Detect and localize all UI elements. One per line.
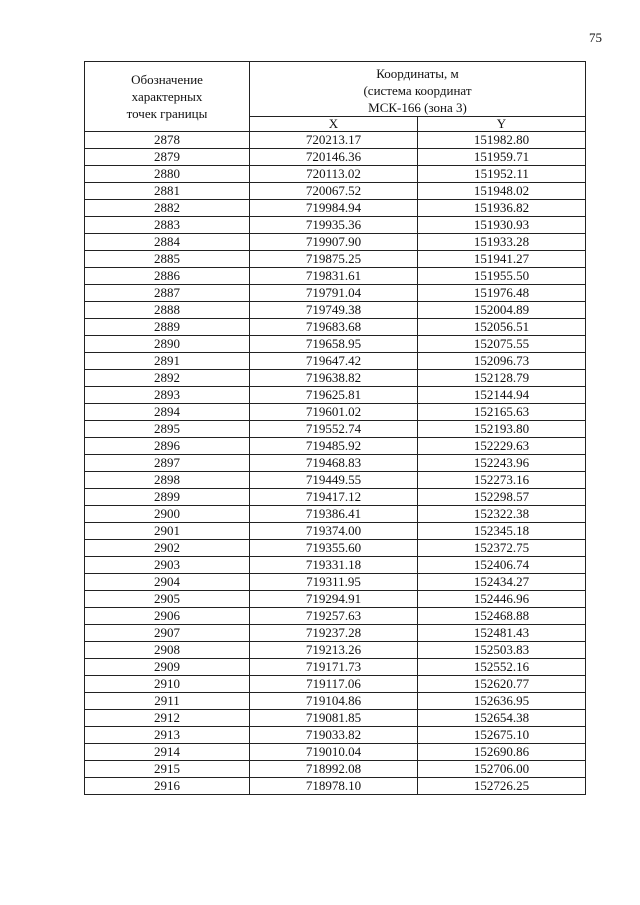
table-row: [85, 370, 586, 387]
page-number: 75: [589, 30, 602, 45]
table-row: [85, 404, 586, 421]
y-coordinate-cell: 152406.74: [418, 557, 586, 574]
table-row: [85, 149, 586, 166]
y-coordinate-cell: 152706.00: [418, 761, 586, 778]
point-id-cell: 2903: [85, 557, 250, 574]
y-coordinate-cell: 152345.18: [418, 523, 586, 540]
point-id-cell: 2916: [85, 778, 250, 795]
point-id-cell: 2914: [85, 744, 250, 761]
y-coordinate-cell: 152468.88: [418, 608, 586, 625]
x-coordinate-cell: 719875.25: [250, 251, 418, 268]
point-id-cell: 2906: [85, 608, 250, 625]
coords-header-line: Координаты, м: [376, 66, 459, 81]
x-column-header: X: [250, 117, 418, 132]
y-coordinate-cell: 152690.86: [418, 744, 586, 761]
point-id-cell: 2907: [85, 625, 250, 642]
point-id-cell: 2894: [85, 404, 250, 421]
point-id-cell: 2882: [85, 200, 250, 217]
table-row: [85, 319, 586, 336]
x-coordinate-cell: 719171.73: [250, 659, 418, 676]
table-row: [85, 540, 586, 557]
x-coordinate-cell: 718992.08: [250, 761, 418, 778]
x-coordinate-cell: 719601.02: [250, 404, 418, 421]
point-header-line: Обозначение: [131, 72, 203, 87]
table-row: [85, 625, 586, 642]
point-id-cell: 2885: [85, 251, 250, 268]
point-id-cell: 2887: [85, 285, 250, 302]
coords-header-line: (система координат: [363, 83, 472, 98]
point-id-cell: 2879: [85, 149, 250, 166]
y-coordinate-cell: 152434.27: [418, 574, 586, 591]
point-id-cell: 2913: [85, 727, 250, 744]
x-coordinate-cell: 719417.12: [250, 489, 418, 506]
x-coordinate-cell: 719033.82: [250, 727, 418, 744]
point-id-cell: 2897: [85, 455, 250, 472]
x-coordinate-cell: 719355.60: [250, 540, 418, 557]
x-coordinate-cell: 718978.10: [250, 778, 418, 795]
table-row: [85, 217, 586, 234]
point-header-line: характерных: [131, 89, 203, 104]
point-id-cell: 2881: [85, 183, 250, 200]
x-coordinate-cell: 719625.81: [250, 387, 418, 404]
table-row: [85, 761, 586, 778]
point-id-cell: 2902: [85, 540, 250, 557]
x-coordinate-cell: 719257.63: [250, 608, 418, 625]
point-id-cell: 2883: [85, 217, 250, 234]
y-coordinate-cell: 152552.16: [418, 659, 586, 676]
point-id-cell: 2895: [85, 421, 250, 438]
y-coordinate-cell: 152481.43: [418, 625, 586, 642]
table-row: [85, 251, 586, 268]
y-coordinate-cell: 151941.27: [418, 251, 586, 268]
point-id-cell: 2915: [85, 761, 250, 778]
x-coordinate-cell: 720113.02: [250, 166, 418, 183]
table-row: [85, 608, 586, 625]
coords-header-line: МСК-166 (зона 3): [368, 100, 467, 115]
y-coordinate-cell: 152128.79: [418, 370, 586, 387]
x-coordinate-cell: 719081.85: [250, 710, 418, 727]
y-coordinate-cell: 152620.77: [418, 676, 586, 693]
point-id-cell: 2909: [85, 659, 250, 676]
x-coordinate-cell: 719831.61: [250, 268, 418, 285]
point-header-line: точек границы: [126, 106, 208, 121]
y-coordinate-cell: 152056.51: [418, 319, 586, 336]
y-coordinate-cell: 152144.94: [418, 387, 586, 404]
point-id-cell: 2910: [85, 676, 250, 693]
table-row: [85, 302, 586, 319]
y-coordinate-cell: 152654.38: [418, 710, 586, 727]
y-coordinate-cell: 152075.55: [418, 336, 586, 353]
point-id-cell: 2896: [85, 438, 250, 455]
y-coordinate-cell: 152096.73: [418, 353, 586, 370]
y-coordinate-cell: 151959.71: [418, 149, 586, 166]
y-coordinate-cell: 152636.95: [418, 693, 586, 710]
y-coordinate-cell: 152726.25: [418, 778, 586, 795]
y-coordinate-cell: 152298.57: [418, 489, 586, 506]
table-row: [85, 574, 586, 591]
x-coordinate-cell: 719468.83: [250, 455, 418, 472]
point-id-cell: 2900: [85, 506, 250, 523]
table-row: [85, 523, 586, 540]
y-coordinate-cell: 151976.48: [418, 285, 586, 302]
y-coordinate-cell: 152446.96: [418, 591, 586, 608]
x-coordinate-cell: 719117.06: [250, 676, 418, 693]
point-id-cell: 2889: [85, 319, 250, 336]
table-row: [85, 336, 586, 353]
x-coordinate-cell: 719010.04: [250, 744, 418, 761]
point-id-cell: 2905: [85, 591, 250, 608]
y-coordinate-cell: 152273.16: [418, 472, 586, 489]
x-coordinate-cell: 719552.74: [250, 421, 418, 438]
table-row: [85, 132, 586, 149]
table-row: [85, 421, 586, 438]
x-coordinate-cell: 719331.18: [250, 557, 418, 574]
x-coordinate-cell: 719485.92: [250, 438, 418, 455]
y-coordinate-cell: 152372.75: [418, 540, 586, 557]
y-coordinate-cell: 152165.63: [418, 404, 586, 421]
y-coordinate-cell: 152322.38: [418, 506, 586, 523]
y-coordinate-cell: 151982.80: [418, 132, 586, 149]
coordinates-table-body: [85, 132, 586, 795]
point-id-cell: 2911: [85, 693, 250, 710]
point-id-cell: 2892: [85, 370, 250, 387]
table-row: [85, 591, 586, 608]
x-coordinate-cell: 719386.41: [250, 506, 418, 523]
table-row: [85, 489, 586, 506]
y-coordinate-cell: 151948.02: [418, 183, 586, 200]
x-coordinate-cell: 719237.28: [250, 625, 418, 642]
x-coordinate-cell: 719749.38: [250, 302, 418, 319]
table-row: [85, 727, 586, 744]
table-row: [85, 166, 586, 183]
point-id-cell: 2886: [85, 268, 250, 285]
coordinates-table: [84, 61, 586, 795]
point-id-cell: 2912: [85, 710, 250, 727]
x-coordinate-cell: 719658.95: [250, 336, 418, 353]
point-id-cell: 2888: [85, 302, 250, 319]
point-id-cell: 2880: [85, 166, 250, 183]
table-row: [85, 676, 586, 693]
table-row: [85, 506, 586, 523]
table-row: [85, 693, 586, 710]
table-row: [85, 659, 586, 676]
table-row: [85, 353, 586, 370]
table-row: [85, 268, 586, 285]
point-id-cell: 2908: [85, 642, 250, 659]
table-row: [85, 234, 586, 251]
x-coordinate-cell: 719907.90: [250, 234, 418, 251]
x-coordinate-cell: 719984.94: [250, 200, 418, 217]
y-coordinate-cell: 151955.50: [418, 268, 586, 285]
x-coordinate-cell: 719374.00: [250, 523, 418, 540]
point-id-cell: 2899: [85, 489, 250, 506]
y-coordinate-cell: 152193.80: [418, 421, 586, 438]
point-id-cell: 2893: [85, 387, 250, 404]
x-coordinate-cell: 719213.26: [250, 642, 418, 659]
point-id-cell: 2901: [85, 523, 250, 540]
y-coordinate-cell: 151930.93: [418, 217, 586, 234]
y-coordinate-cell: 152243.96: [418, 455, 586, 472]
point-id-cell: 2890: [85, 336, 250, 353]
table-row: [85, 387, 586, 404]
table-row: [85, 642, 586, 659]
table-row: [85, 438, 586, 455]
x-coordinate-cell: 719294.91: [250, 591, 418, 608]
point-id-cell: 2878: [85, 132, 250, 149]
y-column-header: Y: [418, 117, 586, 132]
x-coordinate-cell: 719104.86: [250, 693, 418, 710]
coordinates-header: [250, 62, 586, 117]
table-row: [85, 200, 586, 217]
y-coordinate-cell: 152503.83: [418, 642, 586, 659]
x-coordinate-cell: 719449.55: [250, 472, 418, 489]
x-coordinate-cell: 719311.95: [250, 574, 418, 591]
y-coordinate-cell: 151933.28: [418, 234, 586, 251]
table-row: [85, 744, 586, 761]
y-coordinate-cell: 152004.89: [418, 302, 586, 319]
point-designation-header: [85, 62, 250, 132]
point-id-cell: 2891: [85, 353, 250, 370]
table-row: [85, 285, 586, 302]
y-coordinate-cell: 152229.63: [418, 438, 586, 455]
table-row: [85, 455, 586, 472]
y-coordinate-cell: 151952.11: [418, 166, 586, 183]
point-id-cell: 2898: [85, 472, 250, 489]
point-id-cell: 2884: [85, 234, 250, 251]
x-coordinate-cell: 720067.52: [250, 183, 418, 200]
x-coordinate-cell: 719647.42: [250, 353, 418, 370]
table-row: [85, 183, 586, 200]
point-id-cell: 2904: [85, 574, 250, 591]
x-coordinate-cell: 719683.68: [250, 319, 418, 336]
y-coordinate-cell: 152675.10: [418, 727, 586, 744]
x-coordinate-cell: 719791.04: [250, 285, 418, 302]
x-coordinate-cell: 719638.82: [250, 370, 418, 387]
table-row: [85, 472, 586, 489]
x-coordinate-cell: 720213.17: [250, 132, 418, 149]
x-coordinate-cell: 719935.36: [250, 217, 418, 234]
x-coordinate-cell: 720146.36: [250, 149, 418, 166]
y-coordinate-cell: 151936.82: [418, 200, 586, 217]
table-row: [85, 778, 586, 795]
table-row: [85, 557, 586, 574]
table-row: [85, 710, 586, 727]
